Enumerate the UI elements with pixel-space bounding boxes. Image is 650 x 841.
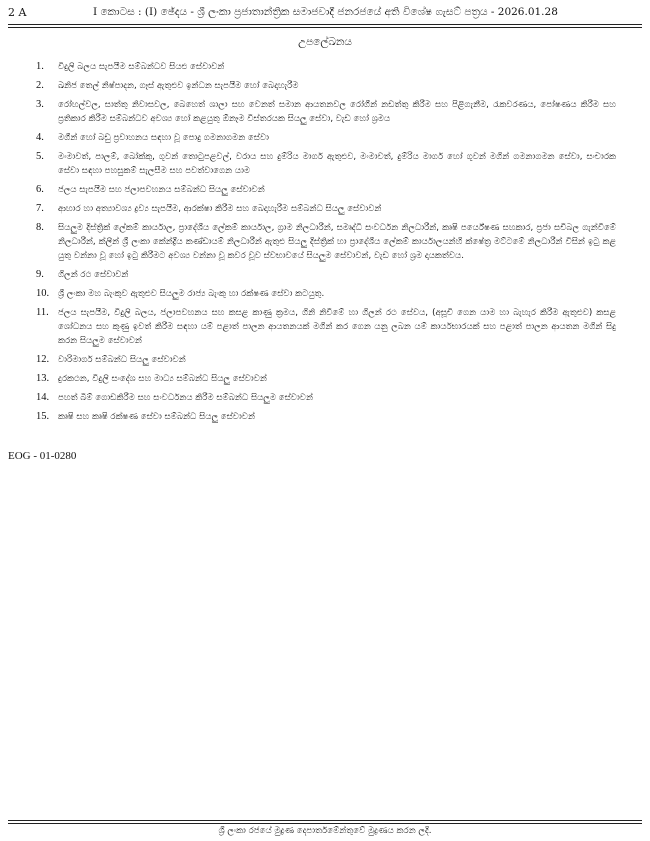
list-item: [36, 306, 616, 348]
item-text: ජලය සැපයීම, විදුලි බලය, ජලාපවහනය සහ කසළ කාණු ක්‍රමය, ගිනි නිවීමේ හා ගිලන් රථ සේවය, (අසූචි ගෙන යාම හා බැහැර කිරීම ඇතුළුව) කසළ ශෝධනය සහ කුණු ඉවත් කිරීම සඳහා යම් පළාත් පාලන ආයතනයක් මගින් කර ගෙන යනු ලබන යම් කාර්යභාරයක් සහ පළාත් පාලන ආයතන මගින් සිදු කරන සියලුම සේවාවන්: [58, 308, 616, 346]
list-item: [36, 60, 616, 74]
list-item: [36, 268, 616, 282]
schedule-title: උපලේඛනය: [298, 36, 352, 48]
item-number: 5.: [36, 151, 44, 162]
item-text: මංමාවත්, පාලම්, බෝක්කු, ගුවන් තොටුපළවල්, වරාය සහ දුම්රිය මාර්ග ඇතුළුව, මංමාවත්, දුම්රිය මාර්ග හෝ ගුවන් මගින් ගමනාගමන සේවා, සංචාරක සේවා සඳහා පහසුකම් සැලසීම සහ පවත්වාගෙන යාම: [58, 152, 616, 176]
page-number: 2 A: [8, 6, 27, 19]
item-text: ඛනිජ තෙල් නිෂ්පාදන, ගෑස් ඇතුළුව ඉන්ධන සැපයීම හෝ බෙදාහැරීම: [58, 81, 299, 91]
item-text: විදුලි බලය සැපයීම සම්බන්ධව සියළු සේවාවන්: [58, 62, 225, 72]
list-item: [36, 372, 616, 386]
item-number: 8.: [36, 222, 44, 233]
list-item: [36, 98, 616, 126]
item-text: වාරිමාර්ග සම්බන්ධ සියලු සේවාවන්: [58, 355, 186, 365]
item-text: ගිලන් රථ සේවාවන්: [58, 270, 129, 280]
item-text: කෘෂි සහ කෘෂි රක්ෂණ සේවා සම්බන්ධ සියලු සේවාවන්: [58, 412, 255, 422]
item-number: 11.: [36, 307, 49, 318]
item-text: සියලුම දිස්ත්‍රික් ලේකම් කාර්යාල, ප්‍රාදේශීය ලේකම් කාර්යාල, ග්‍රාම නිලධාරීන්, සමෘද්ධි සංවර්ධන නිලධාරීන්, කෘෂි පර්යේෂණ සහකාර, ප්‍රජා සචිබල ගැන්වීමේ නිලධාරීන්, ක්ලීන් ශ්‍රී ලංකා කේන්ද්‍රීය කණ්ඩායම් නිලධාරීන් ඇතුළු සියලු දිස්ත්‍රික් හා ප්‍රාදේශීය ලේකම් කාර්යාලයන්හි ක්ෂේත්‍ර මට්ටමේ නිලධාරීන් විසින් ඉටු කළ යුතු වන්නා වූ හෝ ඉටු කිරීමට අවශ්‍ය වන්නා වූ කවර වූව ස්වභාවයේ සියලුම සේවාවන්, වැඩ හෝ ශ්‍රම දායකත්වය.: [58, 223, 616, 261]
item-number: 10.: [36, 288, 50, 299]
item-text: පහත් බිම් ගොඩකිරීම සහ සංවර්ධනය කිරීම සම්බන්ධ සියලුම සේවාවන්: [58, 393, 313, 403]
header-divider: [8, 24, 642, 28]
reference-code: EOG - 01-0280: [8, 450, 77, 462]
list-item: [36, 183, 616, 197]
item-text: ශ්‍රී ලංකා මහ බැංකුව ඇතුළුව සියලුම රාජ්‍ය බැංකු හා රක්ෂණ සේවා කටයුතු.: [58, 289, 325, 299]
printer-imprint: ශ්‍රී ලංකා රජයේ මුද්‍රණ දෙපාර්තමේන්තුවේ මුද්‍රණය කරන ලදි.: [218, 826, 432, 836]
item-number: 3.: [36, 99, 44, 110]
item-number: 13.: [36, 373, 50, 384]
item-text: ආහාර හා අත්‍යාවශ්‍ය ද්‍රව්‍ය සැපයීම, ආරක්ෂා කිරීම සහ බෙදාහැරීම සම්බන්ධ සියලු සේවාවන්: [58, 204, 382, 214]
list-item: [36, 287, 616, 301]
item-text: දුරකථන, විදුලි සංදේශ සහ මාධ්‍ය සම්බන්ධ සියලු සේවාවන්: [58, 374, 267, 384]
list-item: [36, 79, 616, 93]
item-number: 12.: [36, 354, 50, 365]
item-number: 9.: [36, 269, 44, 280]
list-item: [36, 150, 616, 178]
footer-divider: [8, 820, 642, 824]
list-item: [36, 410, 616, 424]
gazette-header-title: I කොටස : (I) ඡේදය - ශ්‍රී ලංකා ප්‍රජාතාන්ත්‍රික සමාජවාදී ජනරජයේ අති විශේෂ ගැසට් පත්‍රය - 2026.01.28: [93, 6, 558, 18]
item-number: 14.: [36, 392, 50, 403]
list-item: [36, 353, 616, 367]
list-item: [36, 391, 616, 405]
list-item: [36, 202, 616, 216]
item-number: 6.: [36, 184, 44, 195]
item-number: 4.: [36, 132, 44, 143]
item-number: 15.: [36, 411, 50, 422]
item-text: මගීන් හෝ බඩු ප්‍රවාහනය සඳහා වූ පොදු ගමනාගමන සේවා: [58, 133, 269, 143]
list-item: [36, 131, 616, 145]
item-text: රෝහල්වල, සාත්තු නිවාසවල, බෙහෙත් ශාලා සහ වෙනත් සමාන ආයතනවල රෝගීන් නඩත්තු කිරීම සහ පිළිගැනීම, රැකවරණය, පෝෂණය කිරීම සහ ප්‍රතිකාර කිරීම සම්බන්ධව අවශ්‍ය හෝ කළයුතු ඕනෑම විස්තරයක සියලු සේවා, වැඩ හෝ ශ්‍රමය: [58, 100, 616, 124]
item-number: 1.: [36, 61, 44, 72]
services-list: [36, 60, 616, 429]
item-number: 7.: [36, 203, 44, 214]
item-text: ජලය සැපයීම සහ ජලාපවහනය සම්බන්ධ සියලු සේවාවන්: [58, 185, 265, 195]
list-item: [36, 221, 616, 263]
item-number: 2.: [36, 80, 44, 91]
